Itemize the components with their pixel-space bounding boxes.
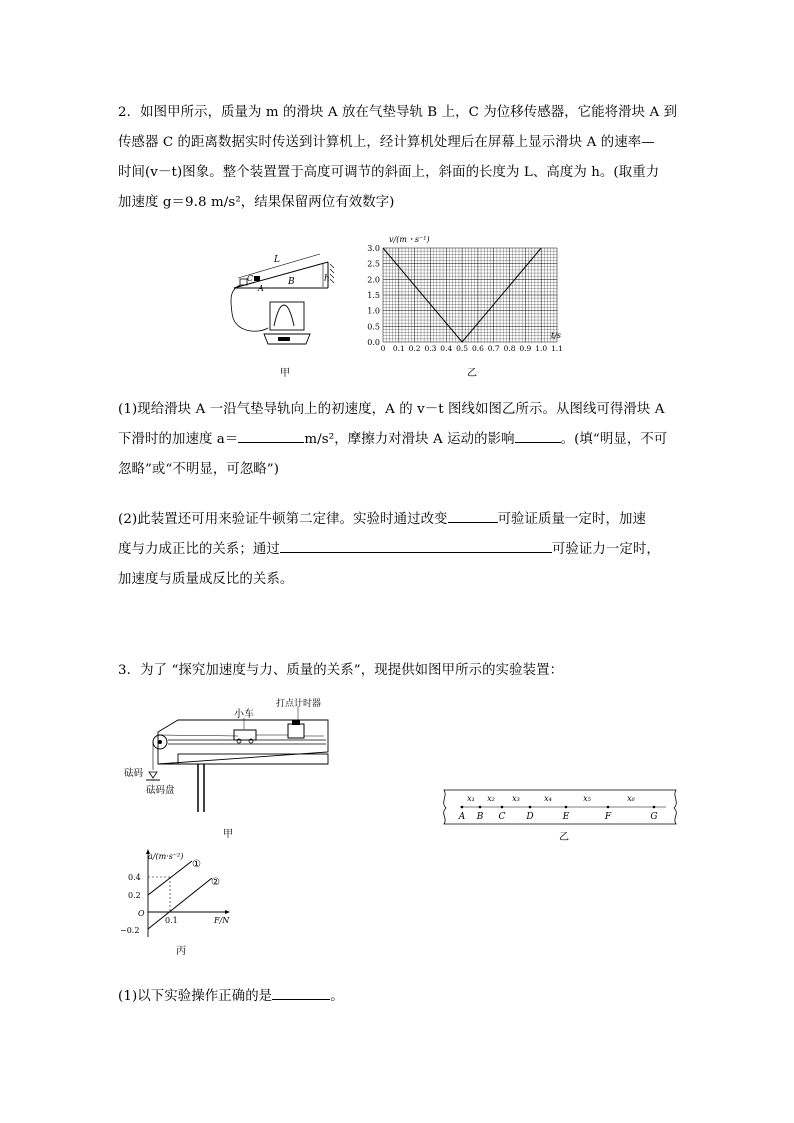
label-h: h [324, 274, 330, 284]
bing-xtick-0.1: 0.1 [165, 916, 178, 925]
q2-line3: 时间(v－t)图象。整个装置置于高度可调节的斜面上，斜面的长度为 L、高度为 h。(取重力 [118, 165, 660, 180]
vt-ytick: 1.0 [367, 306, 380, 316]
bing-origin: O [138, 909, 145, 918]
tape-segment-label: x₅ [583, 794, 591, 803]
answer-blank-friction[interactable] [515, 428, 561, 443]
label-timer: 打点计时器 [276, 699, 322, 709]
vt-xtick: 0.3 [424, 344, 437, 353]
q2-p1-line2 [118, 425, 688, 455]
q3-line1: 3．为了 “探究加速度与力、质量的关系”，现提供如图甲所示的实验装置： [118, 663, 564, 678]
q2-p1-line2c: 。(填“明显，不可 [560, 432, 668, 447]
vt-ylabel: v/(m・s⁻¹) [389, 235, 430, 244]
q2-p2-line2b: 可验证力一定时， [551, 542, 660, 557]
q2-p2-line1b: 可验证质量一定时，加速 [497, 512, 646, 527]
q2-p1-line2b: m/s²，摩擦力对滑块 A 运动的影响 [304, 432, 515, 447]
q2-p2-line1a: (2)此装置还可用来验证牛顿第二定律。实验时通过改变 [118, 512, 448, 527]
label-C: C [247, 274, 254, 283]
q2-p2-line1 [118, 505, 688, 535]
figure-yi-tape [440, 788, 680, 828]
vt-xtick: 0.6 [471, 344, 484, 353]
vt-xtick: 0.5 [456, 344, 469, 353]
tape-segment-label: x₁ [467, 794, 475, 803]
tape-segment-label: x₆ [627, 794, 635, 803]
figure-jia-incline [228, 238, 338, 350]
tape-dot [501, 806, 504, 809]
tape-point-label: A [458, 812, 466, 822]
vt-xtick: 0.4 [440, 344, 453, 353]
bing-ytick-0.2: 0.2 [128, 891, 141, 900]
q3-p1a: (1)以下实验操作正确的是 [118, 989, 273, 1004]
tape-point-label: F [604, 812, 612, 822]
vt-ytick: 1.5 [367, 291, 380, 300]
vt-xtick: 0.8 [503, 344, 516, 353]
tape-dot [653, 806, 656, 809]
label-weight: 砝码 [124, 768, 144, 779]
figure-bing-aF-graph [118, 845, 246, 945]
figure-yi-caption: 乙 [467, 368, 477, 379]
label-L: L [274, 255, 280, 265]
line-2 [148, 878, 212, 929]
figure-yi-caption-2: 乙 [559, 832, 569, 843]
tape-dot [461, 806, 464, 809]
q3-p1b: 。 [330, 989, 344, 1004]
q2-line1: 2．如图甲所示，质量为 m 的滑块 A 放在气垫导轨 B 上，C 为位移传感器，它能将滑块 A 到 [118, 105, 678, 120]
answer-blank-operation[interactable] [272, 985, 330, 1000]
label-car: 小车 [234, 709, 254, 720]
bing-ytick-0.4: 0.4 [128, 873, 141, 882]
label-A: A [258, 284, 264, 293]
q2-p1-line2a: 下滑时的加速度 a＝ [118, 432, 239, 447]
bing-line2-label: ② [211, 877, 220, 888]
tape-segment-label: x₃ [512, 794, 520, 803]
vt-ytick: 0.0 [367, 338, 380, 347]
bing-ytick-neg0.2: −0.2 [120, 926, 140, 935]
figure-jia-caption: 甲 [280, 368, 290, 379]
tape-dot [529, 806, 532, 809]
tape-point-label: C [498, 812, 506, 822]
answer-blank-change[interactable] [448, 508, 498, 523]
tape-point-label: B [476, 812, 484, 822]
q2-p2-line2 [118, 535, 688, 565]
tape-point-label: E [562, 812, 570, 822]
figure-yi-vt-graph [345, 230, 575, 360]
q3-p1 [118, 982, 688, 1012]
figure-bing-caption: 丙 [176, 946, 186, 957]
q2-p2-line2a: 度与力成正比的关系；通过 [118, 542, 280, 557]
vt-xtick: 0 [380, 344, 386, 353]
q2-p1-line1: (1)现给滑块 A 一沿气垫导轨向上的初速度，A 的 v－t 图线如图乙所示。从图线可得滑块 A [118, 402, 665, 417]
figure-jia-caption-2: 甲 [223, 829, 233, 840]
vt-xtick: 1.1 [551, 344, 563, 353]
vt-ytick: 0.5 [367, 322, 380, 332]
label-B: B [288, 277, 295, 287]
bing-ylabel: a/(m·s⁻²) [148, 852, 184, 861]
answer-blank-method[interactable] [280, 538, 552, 553]
vt-xlabel: t/s [551, 331, 562, 340]
label-pan: 砝码盘 [146, 785, 175, 796]
tape-dot [607, 806, 610, 809]
vt-ytick: 3.0 [367, 244, 380, 253]
tape-segment-label: x₄ [544, 794, 552, 803]
q2-line2: 传感器 C 的距离数据实时传送到计算机上，经计算机处理后在屏幕上显示滑块 A 的速率— [118, 135, 655, 150]
vt-ytick: 2.0 [367, 275, 380, 285]
tape-point-label: G [650, 812, 658, 822]
vt-xtick: 0.7 [487, 344, 500, 353]
tape-segment-label: x₂ [487, 794, 495, 803]
bing-line1-label: ① [192, 859, 201, 870]
vt-xtick: 0.2 [408, 344, 421, 353]
vt-xtick: 0.1 [392, 344, 405, 353]
tape-dot [479, 806, 482, 809]
bing-xlabel: F/N [214, 916, 230, 925]
vt-xtick: 1.0 [535, 344, 548, 353]
vt-xtick: 0.9 [519, 344, 532, 353]
tape-point-label: D [526, 812, 534, 822]
answer-blank-acceleration[interactable] [238, 428, 304, 443]
q2-p1-line3: 忽略”或“不明显，可忽略”) [118, 462, 280, 477]
vt-ytick: 2.5 [367, 259, 380, 269]
q2-p2-line3: 加速度与质量成反比的关系。 [118, 572, 294, 587]
q2-line4: 加速度 g＝9.8 m/s²，结果保留两位有效数字) [118, 195, 395, 210]
tape-dot [565, 806, 568, 809]
